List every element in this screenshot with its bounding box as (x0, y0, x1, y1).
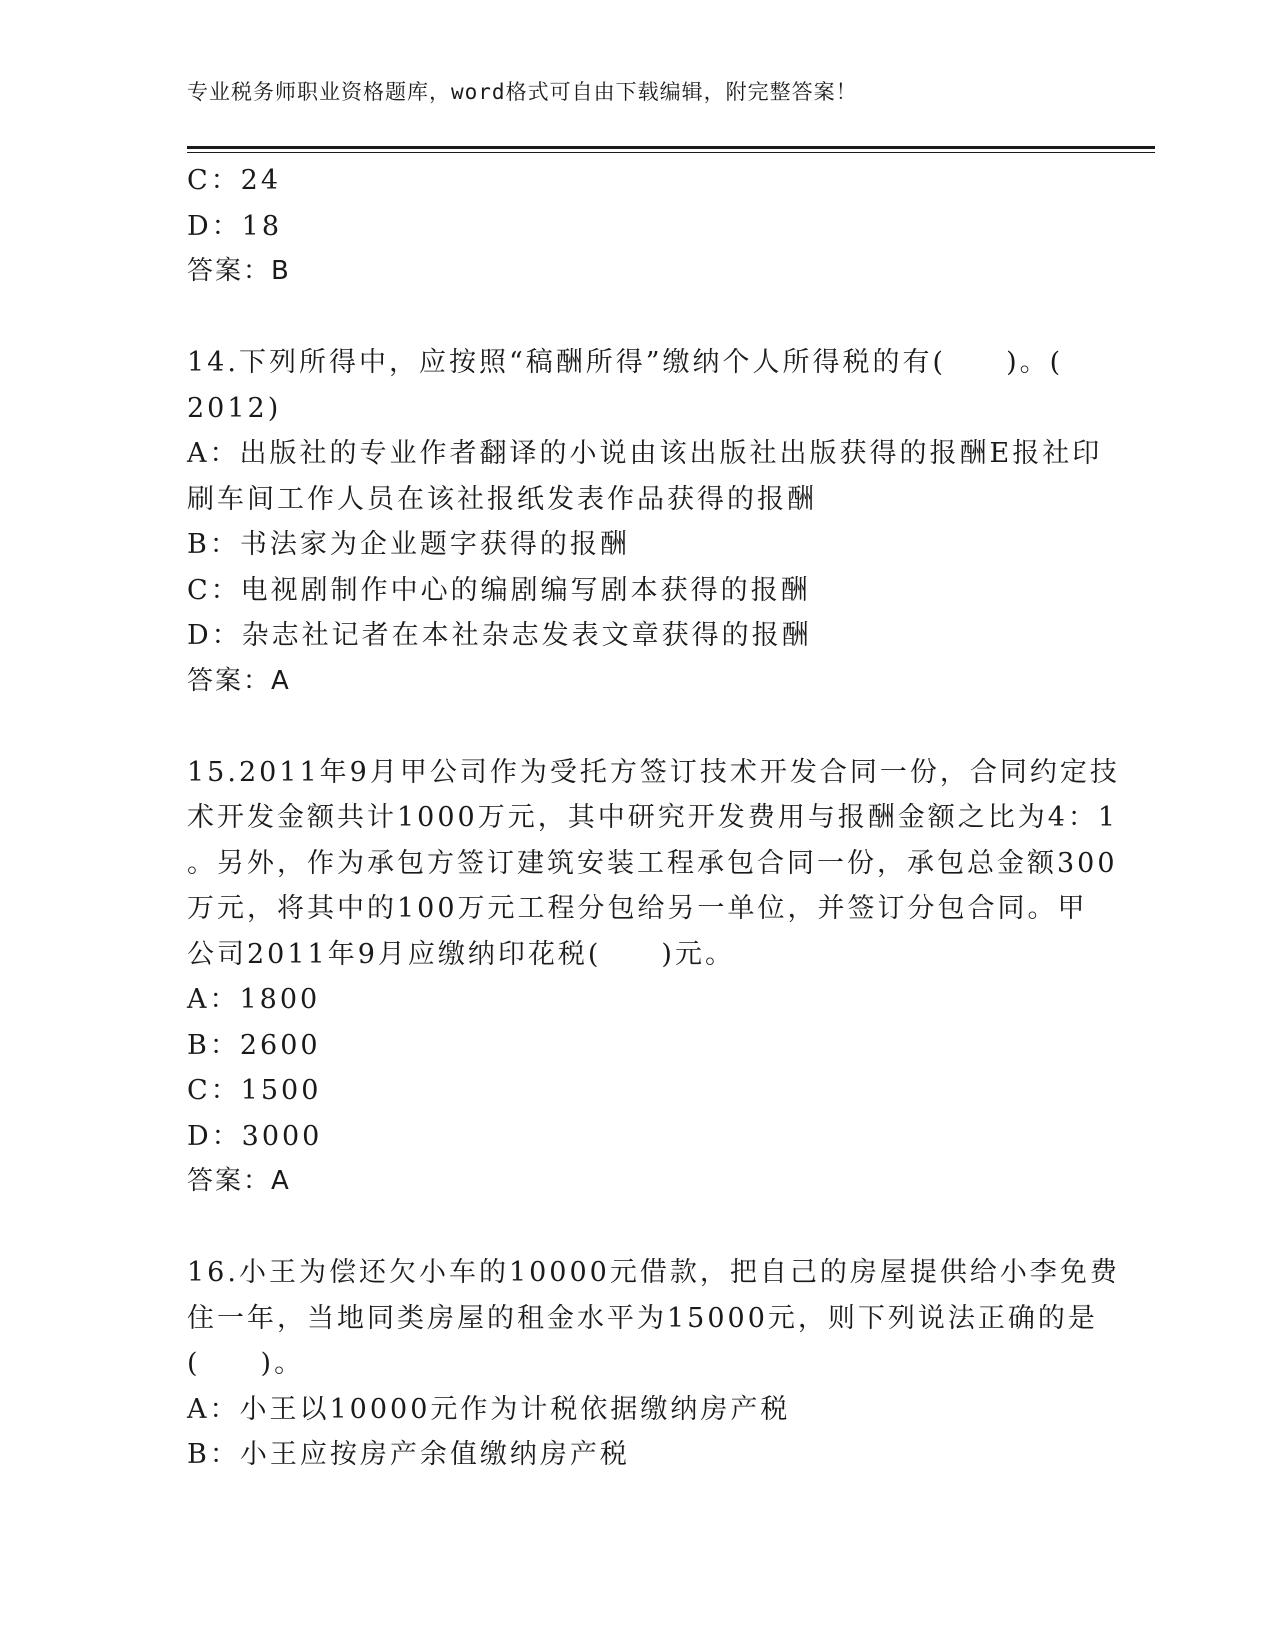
option-a: A：出版社的专业作者翻译的小说由该出版社出版获得的报酬E报社印 (187, 438, 1103, 469)
option-d: D：杂志社记者在本社杂志发表文章获得的报酬 (187, 620, 812, 651)
option-b: B：小王应按房产余值缴纳房产税 (187, 1439, 630, 1470)
option-d: D：18 (187, 210, 283, 242)
option-b: B：2600 (187, 1029, 321, 1061)
question-stem: 公司2011年9月应缴纳印花税( )元。 (187, 938, 735, 970)
option-c: C：电视剧制作中心的编剧编写剧本获得的报酬 (187, 574, 811, 606)
option-b: B：书法家为企业题字获得的报酬 (187, 529, 630, 560)
question-stem: 术开发金额共计1000万元，其中研究开发费用与报酬金额之比为4：1 (187, 802, 1119, 833)
question-block-14 (187, 340, 1103, 704)
question-block-15 (187, 750, 1120, 1205)
question-stem: 16.小王为偿还欠小车的10000元借款，把自己的房屋提供给小李免费 (187, 1257, 1120, 1288)
question-stem: 。另外，作为承包方签订建筑安装工程承包合同一份，承包总金额300 (187, 847, 1118, 879)
question-stem: ( )。 (187, 1348, 305, 1379)
question-block-16 (187, 1250, 1120, 1478)
option-c: C：1500 (187, 1075, 322, 1106)
option-d: D：3000 (187, 1120, 323, 1152)
answer-line: 答案：B (187, 256, 291, 286)
question-content (187, 158, 1120, 1478)
header-rule-thick (187, 146, 1155, 149)
question-stem: 2012) (187, 392, 282, 424)
page-header: 专业税务师职业资格题库，word格式可自由下载编辑，附完整答案！ (187, 80, 858, 104)
question-stem: 住一年，当地同类房屋的租金水平为15000元，则下列说法正确的是 (187, 1302, 1098, 1334)
spacer (187, 704, 1087, 750)
option-a-cont: 刷车间工作人员在该社报纸发表作品获得的报酬 (187, 483, 817, 515)
question-stem: 万元，将其中的100万元工程分包给另一单位，并签订分包合同。甲 (187, 893, 1088, 924)
option-a: A：1800 (187, 984, 321, 1015)
question-stem: 14.下列所得中，应按照“稿酬所得”缴纳个人所得税的有( )。( (187, 347, 1064, 378)
question-stem: 15.2011年9月甲公司作为受托方签订技术开发合同一份，合同约定技 (187, 756, 1120, 788)
answer-line: 答案：A (187, 1166, 291, 1196)
option-a: A：小王以10000元作为计税依据缴纳房产税 (187, 1393, 791, 1425)
header-rule-thin (187, 152, 1155, 153)
answer-line: 答案：A (187, 665, 291, 696)
spacer (187, 295, 1087, 341)
option-c: C：24 (187, 165, 282, 196)
spacer (187, 1205, 1087, 1251)
